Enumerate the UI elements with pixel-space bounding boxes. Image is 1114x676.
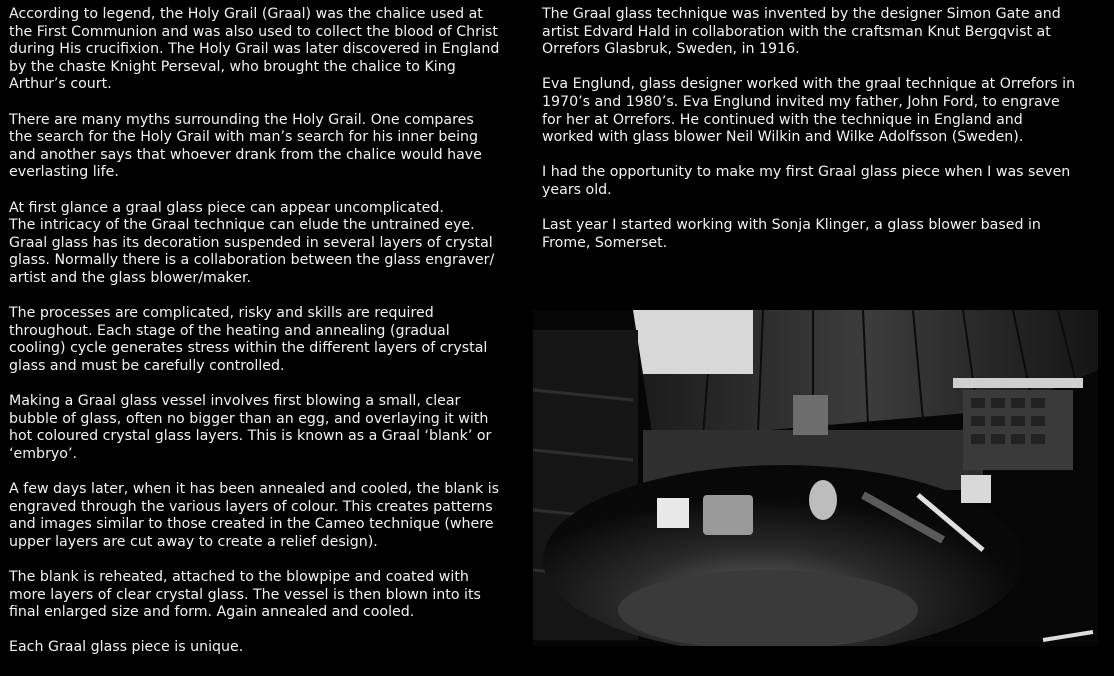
paragraph-making-vessel: Making a Graal glass vessel involves first blowing a small, clear bubble of glass, often no bigger than an egg, and overlaying it with hot coloured crystal glass layers. This is known as a Graal ‘blank’ or ‘embryo’. xyxy=(9,393,492,462)
paragraph-invention: The Graal glass technique was invented by the designer Simon Gate and artist Edvard Hald in collaboration with the craftsman Knut Bergqvist at Orrefors Glasbruk, Sweden, in 1916. xyxy=(542,6,1061,58)
paragraph-first-glance: At first glance a graal glass piece can appear uncomplicated. The intricacy of the Graal technique can elude the untrained eye. Graal glass has its decoration suspended in several layers of crystal glass. Normally there is a collaboration between the glass engraver/ artist and the glass blower/maker. xyxy=(9,199,495,286)
workshop-photo xyxy=(533,310,1098,646)
paragraph-myths: There are many myths surrounding the Holy Grail. One compares the search for the Holy Grail with man’s search for his inner being and another says that whoever drank from the chalice would have everlasting life. xyxy=(9,111,482,181)
paragraph-reheating: The blank is reheated, attached to the blowpipe and coated with more layers of clear crystal glass. The vessel is then blown into its final enlarged size and form. Again annealed and cooled. xyxy=(9,569,481,621)
right-text-column xyxy=(542,6,1102,270)
paragraph-processes: The processes are complicated, risky and skills are required throughout. Each stage of the heating and annealing (gradual cooling) cycle generates stress within the different layers of crystal glass and must be carefully controlled. xyxy=(9,305,488,374)
paragraph-engraving: A few days later, when it has been annealed and cooled, the blank is engraved through the various layers of colour. This creates patterns and images similar to those created in the Cameo technique (where upper layers are cut away to create a relief design). xyxy=(9,481,500,550)
paragraph-unique: Each Graal glass piece is unique. xyxy=(9,639,244,656)
paragraph-sonja-klinger: Last year I started working with Sonja Klinger, a glass blower based in Frome, Somerset. xyxy=(542,217,1041,251)
paragraph-holy-grail-legend: According to legend, the Holy Grail (Graal) was the chalice used at the First Communion and was also used to collect the blood of Christ during His crucifixion. The Holy Grail was later discovered in England by the chaste Knight Perseval, who brought the chalice to King Arthur’s court. xyxy=(9,6,500,93)
paragraph-first-piece: I had the opportunity to make my first Graal glass piece when I was seven years old. xyxy=(542,164,1071,198)
workshop-photo-illustration xyxy=(533,310,1098,646)
paragraph-eva-englund: Eva Englund, glass designer worked with the graal technique at Orrefors in 1970’s and 1980’s. Eva Englund invited my father, John Ford, to engrave for her at Orrefors. He continued with the technique in England and worked with glass blower Neil Wilkin and Wilke Adolfsson (Sweden). xyxy=(542,76,1076,146)
left-text-column xyxy=(9,6,524,675)
